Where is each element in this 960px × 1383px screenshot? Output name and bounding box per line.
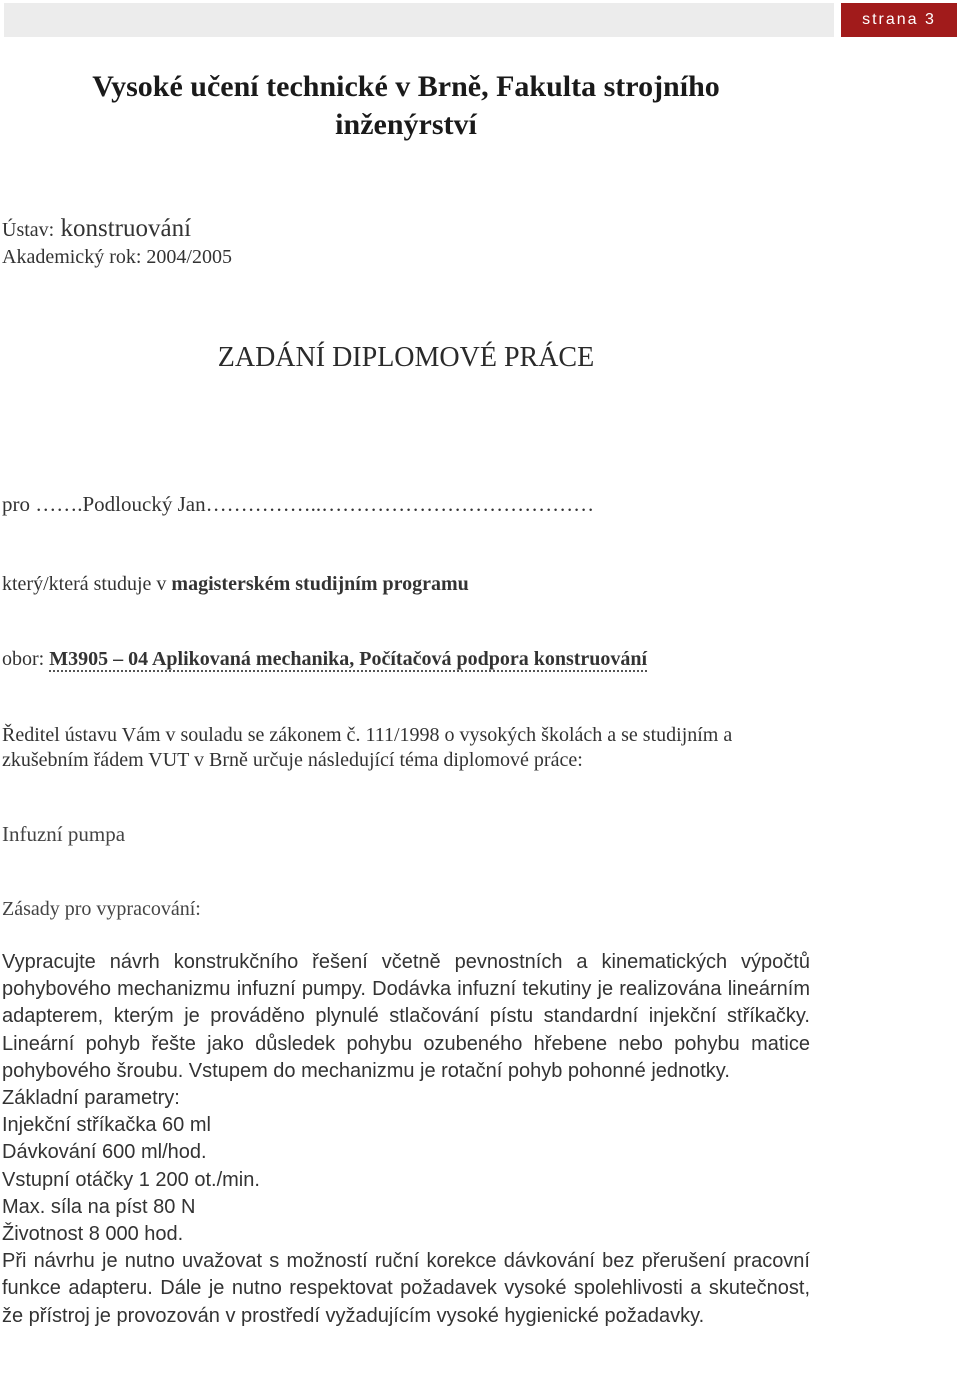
guidelines-body — [2, 949, 810, 1330]
guidelines-paragraph-1: Vypracujte návrh konstrukčního řešení včetně pevnostních a kinematických výpočtů pohybového mechanizmu infuzní pumpy. Dodávka infuzní tekutiny je realizována lineárním adapterem, kterým je prováděno plynulé stlačování pístu standardní injekční stříkačky. Lineární pohyb řešte jako důsledek pohybu ozubeného hřebene nebo pohybu matice pohybového šroubu. Vstupem do mechanizmu je rotační pohyb pohonné jednotky. — [2, 951, 810, 1082]
parameters-label: Základní parametry: — [2, 1087, 180, 1110]
parameter-item: Vstupní otáčky 1 200 ot./min. — [2, 1168, 260, 1191]
parameter-item: Injekční stříkačka 60 ml — [2, 1114, 211, 1137]
academic-year-value: 2004/2005 — [146, 246, 232, 268]
academic-year-row — [2, 246, 232, 269]
study-program-prefix: který/která studuje v — [2, 573, 167, 595]
document-title-line1: Vysoké učení technické v Brně, Fakulta strojního — [92, 70, 720, 103]
ustav-label: Ústav: — [2, 219, 55, 241]
student-name: …….Podloucký Jan……………..………………………………… — [35, 492, 595, 516]
academic-year-label: Akademický rok: — [2, 246, 142, 268]
field-value: M3905 – 04 Aplikovaná mechanika, Počítačová podpora konstruování — [49, 648, 648, 670]
study-program-value: magisterském studijním programu — [171, 573, 469, 595]
student-row — [2, 492, 594, 517]
parameter-item: Max. síla na píst 80 N — [2, 1195, 196, 1218]
director-statement: Ředitel ústavu Vám v souladu se zákonem č. 111/1998 o vysokých školách a se studijním a zkušebním řádem VUT v Brně určuje následující téma diplomové práce: — [2, 724, 733, 771]
parameter-item: Životnost 8 000 hod. — [2, 1223, 184, 1246]
student-label: pro — [2, 492, 30, 516]
page-number-badge: strana 3 — [841, 3, 957, 37]
guidelines-label: Zásady pro vypracování: — [2, 898, 201, 920]
assignment-heading: ZADÁNÍ DIPLOMOVÉ PRÁCE — [217, 342, 595, 373]
document-title-line2: inženýrství — [335, 108, 477, 141]
ustav-row — [2, 215, 191, 243]
study-program-row — [2, 573, 469, 596]
guidelines-paragraph-2: Při návrhu je nutno uvažovat s možností ruční korekce dávkování bez přerušení pracovní funkce adapteru. Dále je nutno respektovat požadavek vysoké spolehlivosti a skutečnost, že přístroj je provozován v prostředí vyžadujícím vysoké hygienické požadavky. — [2, 1250, 810, 1327]
field-label: obor: — [2, 648, 45, 670]
top-bar — [4, 3, 834, 37]
thesis-topic: Infuzní pumpa — [2, 822, 126, 846]
ustav-value: konstruování — [60, 215, 192, 242]
parameter-item: Dávkování 600 ml/hod. — [2, 1141, 207, 1164]
field-row — [2, 648, 647, 671]
